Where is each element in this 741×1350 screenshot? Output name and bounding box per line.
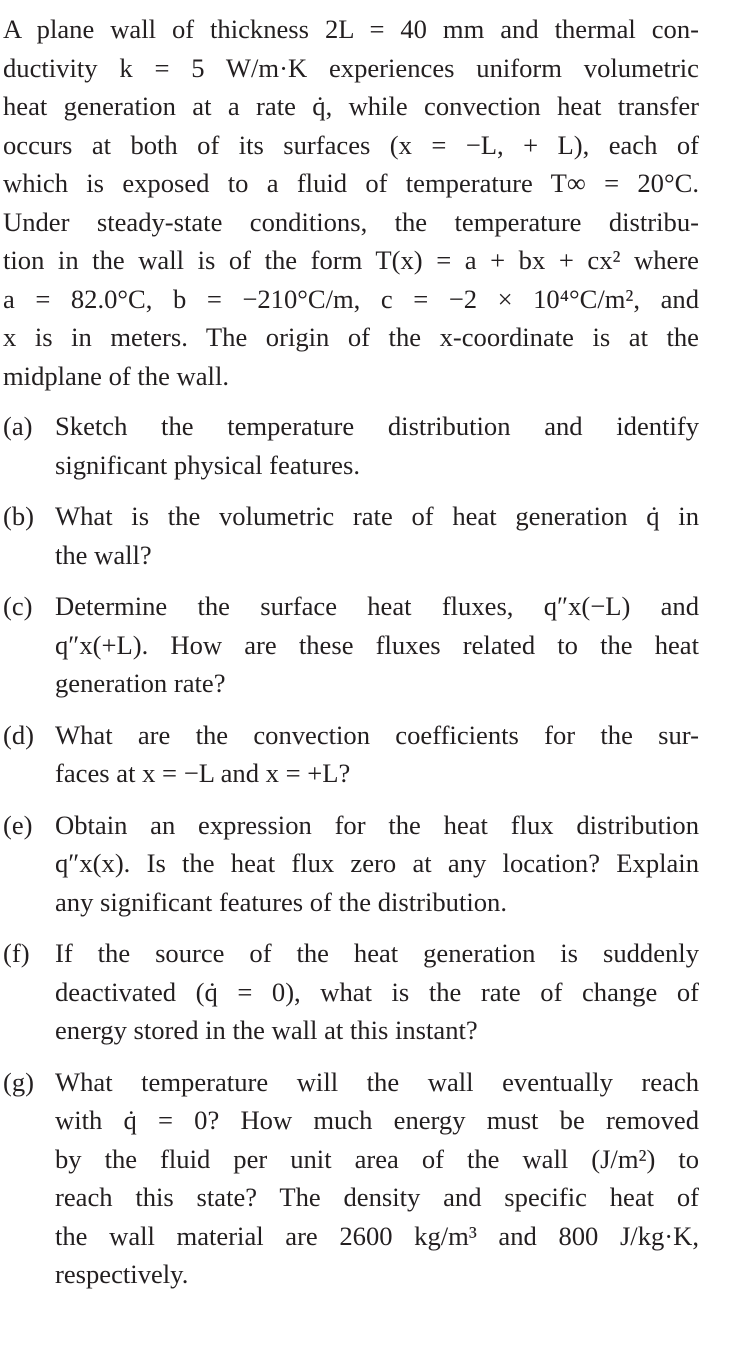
part-line: Obtain an expression for the heat flux distribution [55, 809, 699, 840]
part-line: with q̇ = 0? How much energy must be removed [55, 1105, 699, 1135]
part-line: the wall material are 2600 kg/m³ and 800 J/kg·K, [55, 1220, 699, 1251]
part-line: If the source of the heat generation is suddenly [55, 938, 699, 968]
part-f [3, 934, 699, 1050]
part-d [3, 716, 699, 793]
part-c [3, 587, 699, 703]
part-line: the wall? [55, 539, 152, 570]
part-label: (f) [3, 938, 30, 968]
statement-line: heat generation at a rate q̇, while convection heat transfer [3, 91, 699, 121]
part-line: q″x(x). Is the heat flux zero at any location? Explain [55, 848, 699, 878]
statement-line: ductivity k = 5 W/m·K experiences uniform volumetric [3, 52, 699, 83]
sub-questions [3, 407, 699, 1294]
part-line: any significant features of the distribution. [55, 886, 507, 917]
statement-line: x is in meters. The origin of the x-coordinate is at the [3, 322, 699, 352]
part-g [3, 1063, 699, 1294]
part-line: respectively. [55, 1259, 189, 1289]
statement-line: midplane of the wall. [3, 360, 229, 391]
part-a [3, 407, 699, 484]
part-line: What is the volumetric rate of heat generation q̇ in [55, 501, 699, 531]
part-label: (e) [3, 809, 33, 840]
statement-line: Under steady-state conditions, the temperature distribu- [3, 206, 699, 237]
part-line: reach this state? The density and specific heat of [55, 1182, 699, 1212]
part-label: (c) [3, 591, 33, 621]
part-e [3, 806, 699, 922]
statement-line: which is exposed to a fluid of temperature T∞ = 20°C. [3, 168, 699, 198]
part-label: (a) [3, 411, 33, 441]
part-line: Determine the surface heat fluxes, q″x(−L) and [55, 591, 699, 621]
part-label: (b) [3, 501, 35, 531]
statement-line: tion in the wall is of the form T(x) = a + bx + cx² where [3, 245, 699, 275]
problem-statement [3, 10, 699, 395]
part-line: What temperature will the wall eventually reach [55, 1066, 699, 1097]
part-label: (g) [3, 1066, 35, 1097]
statement-line: A plane wall of thickness 2L = 40 mm and thermal con- [3, 14, 699, 44]
part-line: deactivated (q̇ = 0), what is the rate of change of [55, 976, 699, 1007]
problem-text [3, 10, 699, 1307]
part-line: q″x(+L). How are these fluxes related to the heat [55, 629, 699, 660]
part-line: What are the convection coefficients for the sur- [55, 719, 699, 750]
part-line: significant physical features. [55, 449, 360, 480]
part-line: generation rate? [55, 668, 226, 698]
statement-line: a = 82.0°C, b = −210°C/m, c = −2 × 10⁴°C/m², and [3, 283, 699, 314]
part-label: (d) [3, 719, 35, 750]
part-line: by the fluid per unit area of the wall (J/m²) to [55, 1143, 699, 1174]
part-b [3, 497, 699, 574]
statement-line: occurs at both of its surfaces (x = −L, + L), each of [3, 129, 699, 160]
part-line: faces at x = −L and x = +L? [55, 758, 351, 788]
part-line: Sketch the temperature distribution and identify [55, 411, 699, 441]
part-line: energy stored in the wall at this instant? [55, 1015, 478, 1045]
